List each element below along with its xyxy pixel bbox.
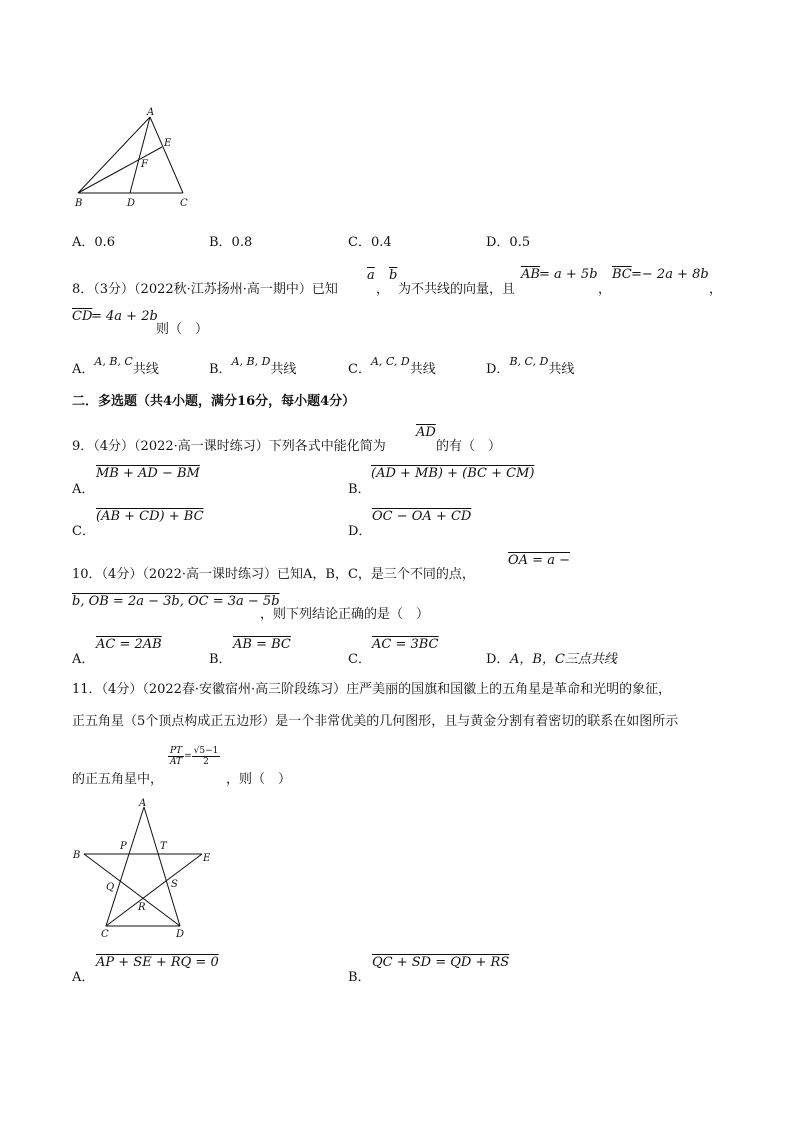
q8-comma: ， — [376, 282, 390, 297]
q7-triangle-figure — [70, 105, 200, 210]
q9-option-d-expr[interactable]: OC − OA + CD — [372, 509, 472, 524]
q8-option-a[interactable]: A．$^{A, B, C}$共线 — [72, 355, 159, 377]
q8-prefix: 8．（3分）（2022秋·江苏扬州·高一期中）已知 — [72, 282, 338, 297]
q8-vec-ab: $\overline{AB}$ — [521, 267, 540, 282]
q8-option-d[interactable]: D．$^{B, C, D}$共线 — [486, 355, 575, 377]
q11-pentagram-figure — [68, 795, 218, 940]
q9-option-c-expr[interactable]: (AB + CD) + BC — [96, 509, 204, 524]
q9-vec-ad: $\overline{AD}$ — [416, 425, 436, 440]
q8-mid: 为不共线的向量，且 — [398, 282, 516, 297]
q9-option-a-letter[interactable]: A． — [72, 482, 95, 497]
q11-label-S: S — [171, 879, 178, 890]
q11-ratio: $\frac{PT}{AT}$ = $\frac{√5-1}{2}$ — [170, 746, 219, 767]
q10-prefix: 10．（4分）（2022·高一课时练习）已知A，B，C，是三个不同的点， — [72, 567, 475, 582]
q10-option-c-letter[interactable]: C． — [348, 652, 371, 667]
section-heading-multiple-choice: 二．多选题（共4小题，满分16分，每小题4分） — [72, 394, 356, 409]
q11-label-D: D — [176, 929, 185, 940]
q11-label-T: T — [160, 841, 167, 852]
q11-label-Q: Q — [106, 882, 115, 893]
q7-option-b[interactable]: B．0.8 — [209, 235, 253, 250]
q10-option-a-letter[interactable]: A． — [72, 652, 95, 667]
q8-vec-bc: $\overline{BC}$ — [612, 267, 632, 282]
q9-option-b-expr[interactable]: (AD + MB) + (BC + CM) — [371, 466, 535, 481]
q11-label-A: A — [139, 798, 147, 809]
q11-label-E: E — [203, 853, 211, 864]
q8-vec-a: $\overline{a}$ — [367, 268, 375, 283]
q7-label-D: D — [127, 198, 136, 209]
q10-line2-tail: ，则下列结论正确的是（ ） — [260, 607, 430, 622]
q11-label-R: R — [138, 902, 146, 913]
q10-option-a-expr[interactable]: AC = 2AB — [96, 637, 162, 652]
q8-bc-expr: =− 2a + 8b — [631, 267, 709, 282]
q11-option-a-letter[interactable]: A． — [72, 970, 95, 985]
q11-option-b-expr[interactable]: QC + SD = QD + RS — [372, 955, 510, 970]
q10-line2-expr: b, OB = 2a − 3b, OC = 3a − 5b — [72, 594, 280, 609]
q8-vec-b: $\overline{b}$ — [389, 268, 398, 283]
q9-suffix: 的有（ ） — [436, 439, 502, 454]
q10-option-d-expr[interactable]: A，B，C三点共线 — [510, 652, 617, 667]
q7-label-C: C — [180, 198, 188, 209]
q7-option-d[interactable]: D．0.5 — [486, 235, 531, 250]
q9-option-b-letter[interactable]: B． — [348, 482, 371, 497]
q9-prefix: 9．（4分）（2022·高一课时练习）下列各式中能化简为 — [72, 439, 386, 454]
q8-end: 则（ ） — [156, 322, 209, 337]
q9-option-d-letter[interactable]: D． — [348, 524, 372, 539]
q7-label-A: A — [147, 107, 155, 118]
q11-option-b-letter[interactable]: B． — [348, 970, 371, 985]
q11-line3-suffix: ，则（ ） — [226, 772, 292, 787]
q11-line1: 11．（4分）（2022春·安徽宿州·高三阶段练习）庄严美丽的国旗和国徽上的五角星是革命和光明的象征， — [72, 682, 672, 697]
q8-vec-cd: $\overline{CD}$ — [72, 309, 93, 324]
q11-label-C: C — [101, 929, 109, 940]
q11-line3-prefix: 的正五角星中， — [72, 772, 164, 787]
q11-label-P: P — [120, 841, 127, 852]
q10-option-b-expr[interactable]: AB = BC — [233, 637, 291, 652]
q7-option-c[interactable]: C．0.4 — [348, 235, 392, 250]
q10-option-b-letter[interactable]: B． — [209, 652, 232, 667]
q7-label-E: E — [164, 138, 172, 149]
q11-option-a-expr[interactable]: AP + SE + RQ = 0 — [96, 955, 219, 970]
q10-line1-expr: OA = a − — [508, 553, 570, 568]
q8-option-c[interactable]: C．$^{A, C, D}$共线 — [348, 355, 436, 377]
q11-label-B: B — [73, 850, 81, 861]
q8-option-b[interactable]: B．$^{A, B, D}$共线 — [209, 355, 297, 377]
q8-ab-expr: = a + 5b — [539, 267, 598, 282]
q9-option-c-letter[interactable]: C． — [72, 524, 95, 539]
q10-option-d-letter[interactable]: D． — [486, 652, 510, 667]
q11-line2: 正五角星（5个顶点构成正五边形）是一个非常优美的几何图形，且与黄金分割有着密切的联系在如图所示 — [72, 714, 679, 729]
q7-option-a[interactable]: A．0.6 — [72, 235, 116, 250]
q10-option-c-expr[interactable]: AC = 3BC — [372, 637, 439, 652]
q7-label-B: B — [75, 198, 83, 209]
q8-cd-expr: = 4a + 2b — [91, 309, 158, 324]
q7-label-F: F — [141, 159, 148, 170]
q9-option-a-expr[interactable]: MB + AD − BM — [96, 466, 200, 481]
